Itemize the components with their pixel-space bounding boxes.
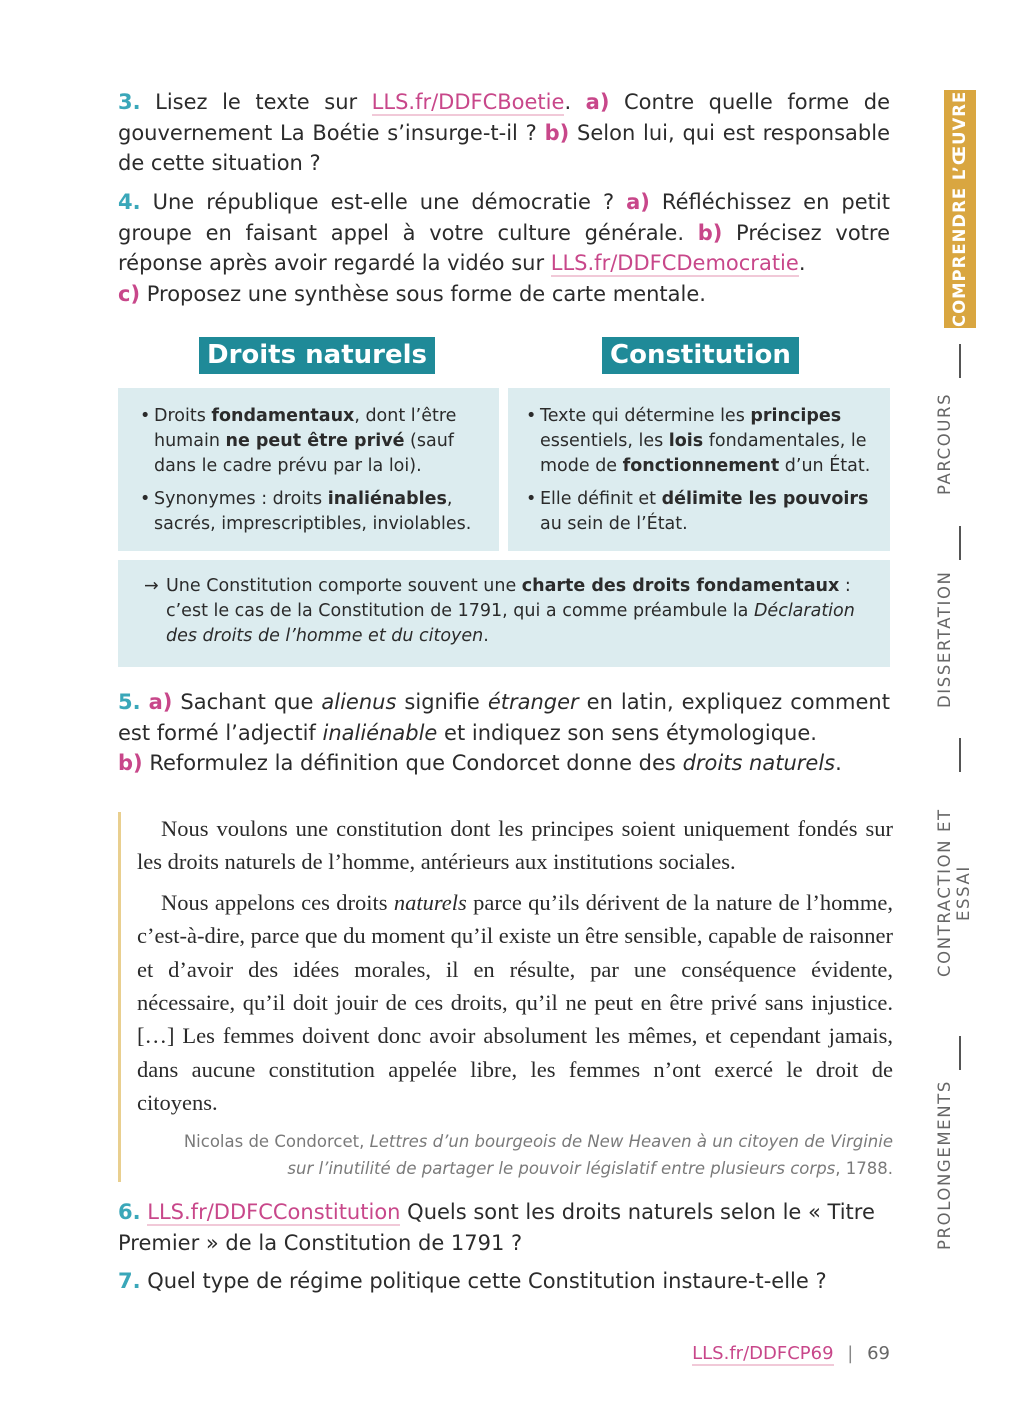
subquestion-b: b): [544, 120, 570, 145]
note-italic: Déclaration des droits de l’homme et du citoyen: [166, 601, 855, 646]
condorcet-quote: [118, 812, 893, 1182]
definition-box-droits-naturels: [118, 388, 499, 551]
question-text: .: [835, 751, 842, 775]
question-3: [118, 87, 890, 179]
question-text: en latin, expliquez comment est formé l’adjectif: [118, 690, 890, 745]
header-constitution: Constitution: [602, 337, 799, 374]
note-box: [118, 560, 890, 667]
question-text: Réfléchissez en petit groupe en faisant appel à votre culture générale.: [118, 190, 890, 245]
question-text: signifie: [396, 690, 488, 714]
quote-paragraph-1: Nous voulons une constitution dont les principes soient uniquement fondés sur les droits naturels de l’homme, antérieurs aux institutions sociales.: [137, 816, 893, 875]
quote-text: parce qu’ils dérivent de la nature de l’homme, c’est-à-dire, parce que du moment qu’il existe un être sensible, capable de raisonner et d’avoir des idées morales, il en résulte, par une conséquence évidente, nécessaire, qu’il doit jouir de ces droits, qu’il ne peut en être privé sans injustice. […] Les femmes doivent donc avoir absolument les mêmes, et cependant jamais, dans aucune constitution appelée libre, les femmes n’ont exercé le droit de citoyens.: [137, 889, 893, 1116]
question-text: Précisez votre réponse après avoir regardé la vidéo sur: [118, 220, 891, 275]
question-text: Proposez une synthèse sous forme de carte mentale.: [140, 281, 706, 306]
sidebar-item-comprendre[interactable]: [944, 90, 976, 328]
subquestion-a: a): [626, 190, 650, 214]
question-text: .: [564, 90, 586, 114]
sidebar-separator: [959, 526, 961, 560]
question-italic: étranger: [487, 690, 579, 714]
page-footer: [692, 1343, 890, 1364]
question-6: [118, 1197, 890, 1258]
sidebar-separator: [959, 344, 961, 378]
definition-bold: délimite les pouvoirs: [661, 489, 869, 509]
question-number: 5.: [118, 690, 141, 714]
definition-text: au sein de l’État.: [540, 514, 688, 534]
sidebar-separator: [959, 1036, 961, 1070]
definition-item: [524, 404, 876, 479]
arrow-icon: →: [144, 576, 159, 596]
definition-text: essentiels, les: [540, 431, 669, 451]
definition-text: (sauf dans le cadre prévu par la loi).: [154, 431, 454, 476]
definition-text: Texte qui détermine les: [540, 406, 751, 426]
definition-text: Droits: [154, 406, 212, 426]
definition-bold: principes: [750, 406, 842, 426]
sidebar-item-parcours[interactable]: PARCOURS: [935, 392, 954, 496]
subquestion-c: c): [118, 281, 141, 306]
definition-text: , dont l’être humain: [154, 406, 457, 451]
link-ddfcdemocratie[interactable]: LLS.fr/DDFCDemocratie: [550, 251, 799, 275]
quote-citation: [121, 1120, 893, 1182]
quote-paragraph-2: [121, 886, 893, 1120]
question-text: Reformulez la définition que Condorcet donne des: [142, 751, 683, 775]
footer-link[interactable]: LLS.fr/DDFCP69: [692, 1343, 834, 1364]
definition-bold: fondamentaux: [211, 406, 355, 426]
question-number: 6.: [118, 1200, 141, 1224]
sidebar-item-dissertation[interactable]: DISSERTATION: [935, 570, 954, 708]
question-text: Quel type de régime politique cette Constitution instaure-t-elle ?: [140, 1269, 827, 1293]
citation-year: , 1788.: [835, 1158, 893, 1178]
question-7: [118, 1266, 890, 1297]
header-droits-naturels: Droits naturels: [199, 337, 435, 374]
definition-text: fondamentales, le mode de: [540, 431, 867, 476]
question-text: .: [798, 251, 806, 275]
question-5: [118, 687, 890, 779]
question-4: [118, 187, 890, 309]
citation-author: Nicolas de Condorcet,: [183, 1131, 370, 1151]
footer-separator: |: [847, 1343, 854, 1364]
note-text: [118, 560, 890, 649]
sidebar-item-prolongements[interactable]: PROLONGEMENTS: [935, 1080, 954, 1250]
quote-text: Nous appelons ces droits: [161, 889, 394, 915]
citation-work: sur l’inutilité de partager le pouvoir législatif entre plusieurs corps: [287, 1158, 836, 1178]
definition-box-constitution: [508, 388, 890, 551]
sidebar-label: COMPRENDRE L’ŒUVRE: [950, 90, 969, 328]
question-text: et indiquez son sens étymologique.: [437, 720, 817, 745]
definition-item: [524, 487, 876, 537]
note-segment: .: [483, 626, 489, 646]
question-italic: alienus: [321, 690, 397, 714]
question-text: Lisez le texte sur: [155, 90, 372, 114]
definition-bold: fonctionnement: [622, 456, 780, 476]
definition-text: Elle définit et: [540, 489, 662, 509]
question-text: Quels sont les droits naturels selon le « Titre Premier » de la Constitution de 1791 ?: [118, 1200, 875, 1255]
quote-italic: naturels: [393, 889, 467, 915]
sidebar-separator: [959, 738, 961, 772]
page-number: 69: [867, 1343, 890, 1364]
link-ddfcconstitution[interactable]: LLS.fr/DDFCConstitution: [147, 1200, 401, 1224]
definition-bold: lois: [668, 431, 704, 451]
subquestion-b: b): [697, 220, 723, 245]
question-number: 3.: [118, 90, 141, 114]
definition-bold: ne peut être privé: [225, 431, 405, 451]
question-text: Une république est-elle une démocratie ?: [152, 190, 627, 214]
note-bold: charte des droits fondamentaux: [521, 576, 840, 596]
sidebar-item-contraction[interactable]: CONTRACTION ET ESSAI: [935, 808, 973, 978]
question-number: 7.: [118, 1269, 141, 1293]
question-italic: inaliénable: [322, 720, 438, 745]
definition-item: [138, 487, 489, 537]
definition-item: [138, 404, 489, 479]
question-italic: droits naturels: [682, 751, 836, 775]
question-number: 4.: [118, 190, 141, 214]
sidebar-nav: [935, 60, 985, 1330]
question-text: Contre quelle forme de gouvernement La Boétie s’insurge-t-il ?: [118, 90, 890, 145]
question-text: Selon lui, qui est responsable de cette situation ?: [118, 120, 890, 175]
definition-text: , sacrés, imprescriptibles, inviolables.: [154, 489, 472, 534]
citation-work: Lettres d’un bourgeois de New Heaven à un citoyen de Virginie: [369, 1131, 893, 1151]
definition-text: d’un État.: [779, 456, 871, 476]
subquestion-b: b): [118, 751, 143, 775]
note-segment: : c’est le cas de la Constitution de 1791, qui a comme préambule la: [166, 576, 851, 621]
question-text: Sachant que: [172, 690, 322, 714]
note-segment: Une Constitution comporte souvent une: [166, 576, 522, 596]
definition-bold: inaliénables: [327, 489, 447, 509]
definition-text: Synonymes : droits: [154, 489, 328, 509]
subquestion-a: a): [585, 90, 610, 114]
link-ddfcboetie[interactable]: LLS.fr/DDFCBoetie: [371, 90, 565, 114]
subquestion-a: a): [148, 690, 173, 714]
